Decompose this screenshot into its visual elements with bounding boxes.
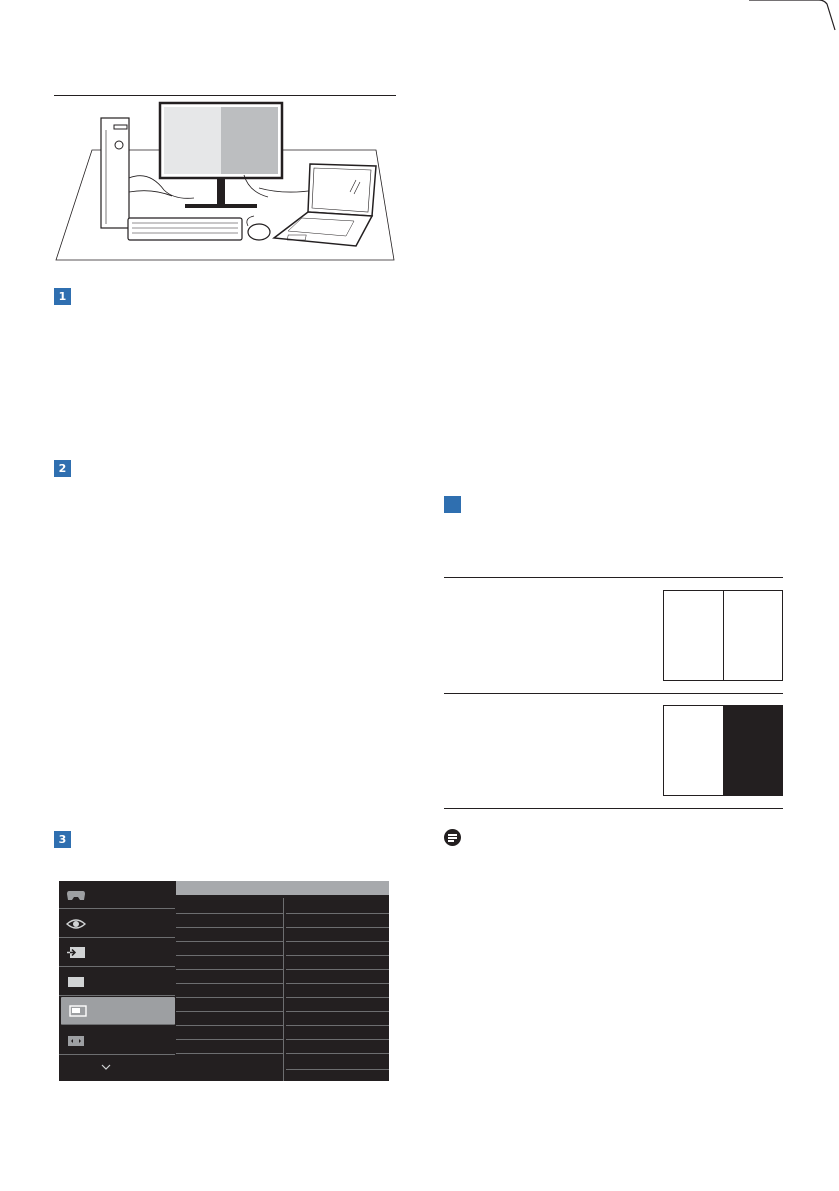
input-source-icon bbox=[66, 946, 86, 960]
osd-header-bar bbox=[176, 881, 389, 895]
step-1-marker: 1 bbox=[54, 288, 71, 305]
osd-submenu-column bbox=[176, 898, 284, 1081]
pc-tower-icon bbox=[101, 118, 129, 228]
desktop-setup-illustration bbox=[54, 100, 396, 266]
step-2-marker: 2 bbox=[54, 460, 71, 477]
split-view-icon bbox=[663, 590, 783, 681]
page-corner-icon bbox=[749, 0, 839, 40]
gamepad-icon bbox=[66, 888, 86, 902]
note-icon bbox=[444, 829, 461, 846]
split-view-dark-icon bbox=[663, 705, 783, 796]
chevron-down-icon[interactable] bbox=[99, 1062, 113, 1072]
multiview-icon bbox=[68, 1004, 88, 1018]
section-rule bbox=[54, 95, 396, 96]
step-3-marker: 3 bbox=[54, 831, 71, 848]
osd-item-multiview[interactable] bbox=[61, 997, 175, 1025]
table-top-rule bbox=[444, 577, 783, 578]
osd-sidebar bbox=[59, 881, 175, 1081]
blank-panel-icon bbox=[66, 975, 86, 989]
osd-item-picture[interactable] bbox=[59, 968, 175, 996]
osd-item-audio[interactable] bbox=[59, 1027, 175, 1055]
osd-menu bbox=[59, 881, 389, 1081]
osd-item-input[interactable] bbox=[59, 939, 175, 967]
osd-item-gameplus[interactable] bbox=[59, 881, 175, 909]
keyboard-icon bbox=[128, 218, 242, 240]
audio-panel-icon bbox=[66, 1034, 86, 1048]
osd-options-column bbox=[286, 898, 389, 1081]
mouse-icon bbox=[248, 224, 270, 240]
eye-icon bbox=[66, 917, 86, 931]
step-4-marker bbox=[444, 496, 461, 513]
table-middle-rule bbox=[444, 693, 783, 694]
table-bottom-rule bbox=[444, 808, 783, 809]
osd-item-lowbluemode[interactable] bbox=[59, 910, 175, 938]
